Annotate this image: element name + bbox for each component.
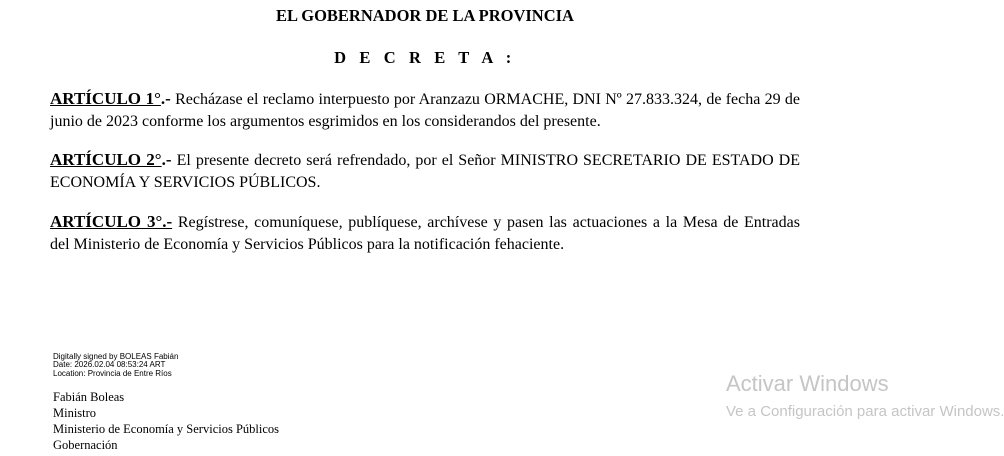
article-1-text: Recházase el reclamo interpuesto por Aranzazu ORMACHE, DNI Nº 27.833.324, de fecha 29 de junio de 2023 conforme los argumentos esgrimidos en los considerandos del presente. xyxy=(50,91,801,130)
article-1-label: ARTÍCULO 1° xyxy=(50,89,161,108)
decree-heading: D E C R E T A : xyxy=(334,48,516,67)
activation-watermark-title: Activar Windows xyxy=(726,371,889,396)
article-1 xyxy=(50,88,800,133)
signatory-block xyxy=(53,389,279,453)
article-1-separator: .- xyxy=(160,89,171,108)
signature-signed-by: Digitally signed by BOLEAS Fabián xyxy=(53,352,179,361)
article-2-label: ARTÍCULO 2° xyxy=(50,150,162,169)
activation-watermark-subtitle: Ve a Configuración para activar Windows. xyxy=(726,403,1004,420)
governor-heading: EL GOBERNADOR DE LA PROVINCIA xyxy=(276,6,574,25)
signatory-role: Ministro xyxy=(53,406,97,420)
article-3 xyxy=(50,211,800,256)
signatory-ministry: Ministerio de Economía y Servicios Públicos xyxy=(53,422,280,436)
article-2-separator: .- xyxy=(161,150,172,169)
article-3-text: Regístrese, comuníquese, publíquese, archívese y pasen las actuaciones a la Mesa de Entradas del Ministerio de Economía y Servicios Públicos para la notificación fehaciente. xyxy=(50,214,800,253)
article-2-text: El presente decreto será refrendado, por el Señor MINISTRO SECRETARIO DE ESTADO DE ECONOMÍA Y SERVICIOS PÚBLICOS. xyxy=(50,152,800,191)
article-2 xyxy=(50,149,800,194)
digital-signature-stamp xyxy=(53,353,178,378)
signature-date: Date: 2026.02.04 08:53:24 ART xyxy=(53,360,166,370)
signature-location: Location: Provincia de Entre Ríos xyxy=(53,368,172,378)
signatory-name: Fabián Boleas xyxy=(53,390,125,404)
article-3-label: ARTÍCULO 3°.- xyxy=(50,212,173,231)
signatory-office: Gobernación xyxy=(53,438,118,452)
